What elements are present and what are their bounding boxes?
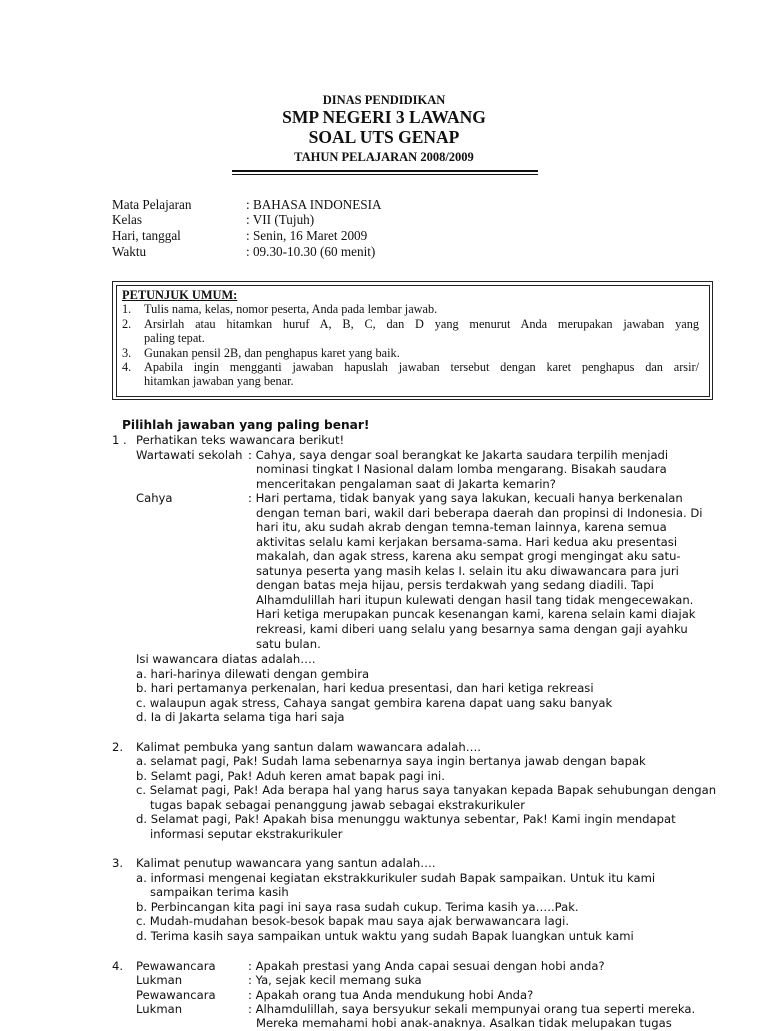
meta-value-time: : 09.30-10.30 (60 menit) bbox=[246, 244, 376, 259]
speaker-line: : Hari pertama, tidak banyak yang saya lakukan, kecuali hanya berkenalan bbox=[248, 491, 683, 505]
instruction-text: paling tepat. bbox=[144, 331, 205, 345]
answer-option: informasi seputar ekstrakurikuler bbox=[150, 827, 343, 841]
speaker-line: satu bulan. bbox=[256, 637, 321, 651]
meta-value-class: : VII (Tujuh) bbox=[246, 212, 315, 227]
question-text: Kalimat pembuka yang santun dalam wawancara adalah…. bbox=[136, 740, 481, 754]
header-school: SMP NEGERI 3 LAWANG bbox=[282, 107, 486, 127]
answer-option: c. Selamat pagi, Pak! Ada berapa hal yang harus saya tanyakan kepada Bapak sehubungan dengan bbox=[136, 783, 717, 797]
answer-option: a. informasi mengenai kegiatan ekstrakkurikuler sudah Bapak sampaikan. Untuk itu kami bbox=[136, 871, 656, 885]
speaker-name: Lukman bbox=[136, 1002, 183, 1016]
speaker-line: menceritakan pengalaman saat di Jakarta kemarin? bbox=[256, 477, 556, 491]
speaker-line: Mereka memahami hobi anak-anaknya. Asalkan tidak melupakan tugas bbox=[256, 1016, 672, 1030]
header-rule-thick bbox=[232, 170, 538, 172]
question-number: 2. bbox=[112, 740, 124, 754]
answer-option: d. Ia di Jakarta selama tiga hari saja bbox=[136, 710, 345, 724]
instruction-text: Gunakan pensil 2B, dan penghapus karet yang baik. bbox=[144, 346, 400, 360]
question-text: Kalimat penutup wawancara yang santun adalah…. bbox=[136, 856, 436, 870]
speaker-name: Cahya bbox=[136, 491, 173, 505]
speaker-line: dengan teman bari, wakil dari beberapa daerah dan propinsi di Indonesia. Di bbox=[256, 506, 703, 520]
meta-label-time: Waktu bbox=[112, 244, 147, 259]
instruction-number: 2. bbox=[122, 317, 132, 331]
question-text: Isi wawancara diatas adalah…. bbox=[136, 652, 316, 666]
answer-option: b. hari pertamanya perkenalan, hari kedua presentasi, dan hari ketiga rekreasi bbox=[136, 681, 594, 695]
speaker-line: : Ya, sejak kecil memang suka bbox=[248, 973, 422, 987]
question-number: 3. bbox=[112, 856, 124, 870]
meta-label-subject: Mata Pelajaran bbox=[112, 197, 192, 212]
header-year: TAHUN PELAJARAN 2008/2009 bbox=[294, 150, 474, 164]
speaker-line: dengan batas meja hijau, persis terdakwah yang sedang diadili. Tapi bbox=[256, 578, 654, 592]
instruction-number: 4. bbox=[122, 360, 132, 374]
speaker-line: Alhamdulillah hari itupun kulewati dengan hasil tang tidak mengecewakan. bbox=[256, 593, 694, 607]
speaker-name: Pewawancara bbox=[136, 988, 216, 1002]
section-heading: Pilihlah jawaban yang paling benar! bbox=[122, 418, 370, 432]
speaker-line: rekreasi, kami diberi uang selalu yang besarnya sama dengan gaji ayahku bbox=[256, 622, 688, 636]
answer-option: b. Perbincangan kita pagi ini saya rasa sudah cukup. Terima kasih ya…..Pak. bbox=[136, 900, 579, 914]
instruction-text: Tulis nama, kelas, nomor peserta, Anda pada lembar jawab. bbox=[144, 302, 438, 316]
header-rule-thin bbox=[232, 174, 538, 175]
speaker-line: satunya peserta yang masih kelas I. selain itu aku diwawancara para juri bbox=[256, 564, 679, 578]
speaker-line: aktivitas selalu kami kerjakan bersama-sama. Hari kedua aku presentasi bbox=[256, 535, 678, 549]
meta-label-date: Hari, tanggal bbox=[112, 228, 181, 243]
speaker-line: : Alhamdulillah, saya bersyukur sekali mempunyai orang tua seperti mereka. bbox=[248, 1002, 696, 1016]
answer-option: d. Terima kasih saya sampaikan untuk waktu yang sudah Bapak luangkan untuk kami bbox=[136, 929, 634, 943]
instruction-number: 3. bbox=[122, 346, 132, 360]
answer-option: tugas bapak sebagai penanggung jawab sebagai ekstrakurikuler bbox=[150, 798, 525, 812]
speaker-line: : Cahya, saya dengar soal berangkat ke Jakarta saudara terpilih menjadi bbox=[248, 448, 669, 462]
instruction-number: 1. bbox=[122, 302, 132, 316]
instruction-text: Arsirlah atau hitamkan huruf A, B, C, dan D yang menurut Anda merupakan jawaban yang bbox=[144, 317, 699, 331]
answer-option: a. selamat pagi, Pak! Sudah lama sebenarnya saya ingin bertanya jawab dengan bapak bbox=[136, 754, 646, 768]
speaker-line: Hari ketiga merupakan puncak kesenangan kami, karena selain kami diajak bbox=[256, 607, 696, 621]
speaker-name: Lukman bbox=[136, 973, 183, 987]
speaker-line: : Apakah prestasi yang Anda capai sesuai dengan hobi anda? bbox=[248, 959, 605, 973]
speaker-line: hari itu, aku sudah akrab dengan temna-teman lainnya, karena semua bbox=[256, 520, 667, 534]
speaker-name: Wartawati sekolah bbox=[136, 448, 243, 462]
speaker-name: Pewawancara bbox=[136, 959, 216, 973]
answer-option: c. Mudah-mudahan besok-besok bapak mau saya ajak berwawancara lagi. bbox=[136, 914, 570, 928]
answer-option: a. hari-harinya dilewati dengan gembira bbox=[136, 667, 370, 681]
answer-option: c. walaupun agak stress, Cahaya sangat gembira karena dapat uang saku banyak bbox=[136, 696, 613, 710]
instruction-text: Apabila ingin mengganti jawaban hapuslah jawaban tersebut dengan karet penghapus dan arsir/ bbox=[144, 360, 699, 374]
instructions-title: PETUNJUK UMUM: bbox=[122, 288, 238, 302]
header-exam: SOAL UTS GENAP bbox=[308, 127, 460, 147]
instruction-text: hitamkan jawaban yang benar. bbox=[144, 374, 294, 388]
meta-value-subject: : BAHASA INDONESIA bbox=[246, 197, 382, 212]
question-intro: Perhatikan teks wawancara berikut! bbox=[136, 433, 345, 447]
meta-value-date: : Senin, 16 Maret 2009 bbox=[246, 228, 368, 243]
answer-option: d. Selamat pagi, Pak! Apakah bisa menunggu waktunya sebentar, Pak! Kami ingin mendapat bbox=[136, 812, 676, 826]
speaker-line: : Apakah orang tua Anda mendukung hobi Anda? bbox=[248, 988, 534, 1002]
question-number: 4. bbox=[112, 959, 124, 973]
speaker-line: makalah, dan agak stress, karena aku sempat grogi mengingat aku satu- bbox=[256, 549, 681, 563]
speaker-line: nominasi tingkat I Nasional dalam lomba mengarang. Bisakah saudara bbox=[256, 462, 667, 476]
answer-option: sampaikan terima kasih bbox=[150, 885, 289, 899]
question-number: 1 . bbox=[112, 433, 127, 447]
header-agency: DINAS PENDIDIKAN bbox=[322, 93, 446, 107]
meta-label-class: Kelas bbox=[112, 212, 143, 227]
answer-option: b. Selamt pagi, Pak! Aduh keren amat bapak pagi ini. bbox=[136, 769, 445, 783]
